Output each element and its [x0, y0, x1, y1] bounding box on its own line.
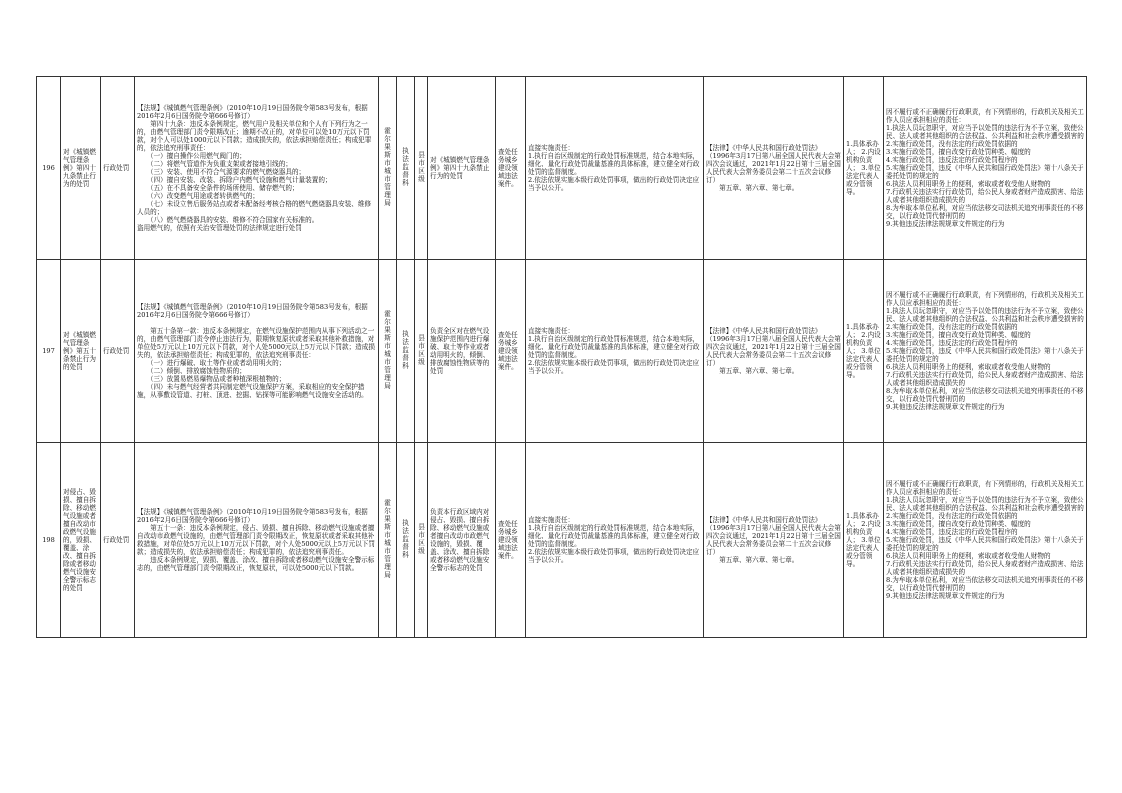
power-list-table [36, 76, 1087, 638]
responsible-dept: 执法监督科 [402, 147, 409, 187]
row-number: 198 [37, 443, 61, 638]
duty-scope: 查处任务城乡建设领域违法案件。 [496, 77, 526, 260]
implementing-org: 霍尔果斯市城市管理局 [384, 499, 391, 579]
legal-basis: 【法规】《城镇燃气管理条例》（2010年10月19日国务院令第583号发布，根据2016年2月6日国务院令第666号修订） 第五十一条：违反本条例规定，侵占、毁损、擅自拆除、移动燃气设施或者擅自改动市政燃气设施的，由燃气管理部门责令限期改正，恢复原状或者采取其他补救措施，对单位处5万元以上10万元以下罚款，对个人处5000元以上5万元以下罚款；造成损失的，依法承担赔偿责任；构成犯罪的，依法追究刑事责任。 违反本条例规定，毁损、覆盖、涂改、擅自拆除或者移动燃气设施安全警示标志的，由燃气管理部门责令限期改正，恢复原状，可以处5000元以下罚款。 [135, 443, 379, 638]
responsible-dept: 执法监督科 [402, 519, 409, 559]
item-type: 行政处罚 [101, 260, 135, 443]
item-subject: 负责全区对在燃气设施保护范围内进行爆破、取土等作业或者动用明火的，倾倒、排放腐蚀性物质等的处罚 [428, 260, 496, 443]
level: 县市区级 [418, 151, 425, 183]
duty-scope: 查处任务城乡建设领域违法案件。 [496, 443, 526, 638]
level: 县市区级 [418, 334, 425, 366]
accountability-situations: 因不履行或不正确履行行政职责，有下列情形的，行政机关及相关工作人员应承担相应的责任： 1.执法人员玩忽职守，对应当予以处罚的违法行为不予立案，致使公民、法人或者其他组织的合法权益、公共利益和社会秩序遭受损害的 2.实施行政处罚，没有法定的行政处罚依据的 3.实施行政处罚，擅自改变行政处罚种类、幅度的 4.实施行政处罚，违反法定的行政处罚程序的 5.实施行政处罚，违反《中华人民共和国行政处罚法》第十八条关于委托处罚的规定的 6.执法人员利用职务上的便利，索取或者收受他人财物的 7.行政机关违法实行行政处罚，给公民人身或者财产造成损害、给法人或者其他组织造成损失的 8.为牟取本单位私利，对应当依法移交司法机关追究刑事责任的不移交，以行政处罚代替刑罚的 9.其他违反法律法规规章文件规定的行为 [884, 260, 1087, 443]
legal-basis: 【法规】《城镇燃气管理条例》（2010年10月19日国务院令第583号发布，根据2016年2月6日国务院令第666号修订） 第五十条第一款：违反本条例规定，在燃气设施保护范围内从事下列活动之一的，由燃气管理部门责令停止违法行为，限期恢复原状或者采取其他补救措施，对单位处5万元以上10万元以下罚款，对个人处5000元以上5万元以下罚款；造成损失的，依法承担赔偿责任；构成犯罪的，依法追究刑事责任： （一）进行爆破、取土等作业或者动用明火的； （二）倾倒、排放腐蚀性物质的； （三）放置易燃易爆物品或者种植深根植物的； （四）未与燃气经营者共同制定燃气设施保护方案，采取相应的安全保护措施，从事敷设管道、打桩、顶进、挖掘、钻探等可能影响燃气设施安全活动的。 [135, 260, 379, 443]
responsibility-items: 直接实施责任： 1.执行自治区级制定的行政处罚标准规范，结合本地实际，细化、量化行政处罚裁量基准的具体标准，建立健全对行政处罚的监督制度。 2.依法依规实施本级行政处罚事项，做出的行政处罚决定应当予以公开。 [526, 260, 704, 443]
implementing-org: 霍尔果斯市城市管理局 [384, 310, 391, 390]
accountability-situations: 因不履行或不正确履行行政职责，有下列情形的，行政机关及相关工作人员应承担相应的责任： 1.执法人员玩忽职守，对应当予以处罚的违法行为不予立案，致使公民、法人或者其他组织的合法权益、公共利益和社会秩序遭受损害的 2.实施行政处罚，没有法定的行政处罚依据的 3.实施行政处罚，擅自改变行政处罚种类、幅度的 4.实施行政处罚，违反法定的行政处罚程序的 5.实施行政处罚，违反《中华人民共和国行政处罚法》第十八条关于委托处罚的规定的 6.执法人员利用职务上的便利，索取或者收受他人财物的 7.行政机关违法实行行政处罚，给公民人身或者财产造成损害、给法人或者其他组织造成损失的 8.为牟取本单位私利，对应当依法移交司法机关追究刑事责任的不移交，以行政处罚代替刑罚的 9.其他违反法律法规规章文件规定的行为 [884, 77, 1087, 260]
table-row [37, 77, 1087, 260]
item-type: 行政处罚 [101, 443, 135, 638]
item-name: 对《城镇燃气管理条例》第五十条禁止行为的处罚 [61, 260, 101, 443]
item-name: 对《城镇燃气管理条例》第四十九条禁止行为的处罚 [61, 77, 101, 260]
responsible-subjects: 1.具体承办人； 2.内设机构负责人； 3.单位法定代表人或分管领导。 [844, 77, 884, 260]
table-row [37, 260, 1087, 443]
responsibility-basis: 【法律】《中华人民共和国行政处罚法》（1996年3月17日第八届全国人民代表大会第四次会议通过，2021年1月22日第十三届全国人民代表大会常务委员会第二十五次会议修订） 第五章、第六章、第七章。 [704, 443, 844, 638]
level: 县市区级 [418, 523, 425, 555]
responsible-subjects: 1.具体承办人； 2.内设机构负责人； 3.单位法定代表人或分管领导。 [844, 443, 884, 638]
responsible-subjects: 1.具体承办人； 2.内设机构负责人； 3.单位法定代表人或分管领导。 [844, 260, 884, 443]
item-subject: 负责本行政区域内对侵占、毁损、擅自拆除、移动燃气设施或者擅自改动市政燃气设施的，毁损、覆盖、涂改、擅自拆除或者移动燃气设施安全警示标志的处罚 [428, 443, 496, 638]
duty-scope: 查处任务城乡建设领域违法案件。 [496, 260, 526, 443]
row-number: 197 [37, 260, 61, 443]
implementing-org: 霍尔果斯市城市管理局 [384, 127, 391, 207]
responsibility-items: 直接实施责任： 1.执行自治区级制定的行政处罚标准规范，结合本地实际，细化、量化行政处罚裁量基准的具体标准，建立健全对行政处罚的监督制度。 2.依法依规实施本级行政处罚事项，做出的行政处罚决定应当予以公开。 [526, 443, 704, 638]
legal-basis: 【法规】《城镇燃气管理条例》（2010年10月19日国务院令第583号发布，根据2016年2月6日国务院令第666号修订） 第四十九条：违反本条例规定，燃气用户及相关单位和个人有下列行为之一的，由燃气管理部门责令限期改正；逾期不改正的，对单位可以处10万元以下罚款，对个人可以处1000元以下罚款；造成损失的，依法承担赔偿责任；构成犯罪的，依法追究刑事责任： （一）擅自操作公用燃气阀门的； （二）将燃气管道作为负重支架或者接地引线的； （三）安装、使用不符合气源要求的燃气燃烧器具的； （四）擅自安装、改装、拆除户内燃气设施和燃气计量装置的； （五）在不具备安全条件的场所使用、储存燃气的； （六）改变燃气用途或者转供燃气的； （七）未设立售后服务站点或者未配备经考核合格的燃气燃烧器具安装、维修人员的； （八）燃气燃烧器具的安装、维修不符合国家有关标准的。 盗用燃气的，依照有关治安管理处罚的法律规定进行处罚 [135, 77, 379, 260]
responsibility-basis: 【法律】《中华人民共和国行政处罚法》（1996年3月17日第八届全国人民代表大会第四次会议通过，2021年1月22日第十三届全国人民代表大会常务委员会第二十五次会议修订） 第五章、第六章、第七章。 [704, 260, 844, 443]
accountability-situations: 因不履行或不正确履行行政职责，有下列情形的，行政机关及相关工作人员应承担相应的责任： 1.执法人员玩忽职守，对应当予以处罚的违法行为不予立案，致使公民、法人或者其他组织的合法权益、公共利益和社会秩序遭受损害的 2.实施行政处罚，没有法定的行政处罚依据的 3.实施行政处罚，擅自改变行政处罚种类、幅度的 4.实施行政处罚，违反法定的行政处罚程序的 5.实施行政处罚，违反《中华人民共和国行政处罚法》第十八条关于委托处罚的规定的 6.执法人员利用职务上的便利，索取或者收受他人财物的 7.行政机关违法实行行政处罚，给公民人身或者财产造成损害、给法人或者其他组织造成损失的 8.为牟取本单位私利，对应当依法移交司法机关追究刑事责任的不移交，以行政处罚代替刑罚的 9.其他违反法律法规规章文件规定的行为 [884, 443, 1087, 638]
row-number: 196 [37, 77, 61, 260]
item-type: 行政处罚 [101, 77, 135, 260]
responsibility-items: 直接实施责任： 1.执行自治区级制定的行政处罚标准规范，结合本地实际，细化、量化行政处罚裁量基准的具体标准，建立健全对行政处罚的监督制度。 2.依法依规实施本级行政处罚事项，做出的行政处罚决定应当予以公开。 [526, 77, 704, 260]
responsibility-basis: 【法律】《中华人民共和国行政处罚法》（1996年3月17日第八届全国人民代表大会第四次会议通过，2021年1月22日第十三届全国人民代表大会常务委员会第二十五次会议修订） 第五章、第六章、第七章。 [704, 77, 844, 260]
item-name: 对侵占、毁损、擅自拆除、移动燃气设施或者擅自改动市政燃气设施的，毁损、覆盖、涂改、擅自拆除或者移动燃气设施安全警示标志的处罚 [61, 443, 101, 638]
item-subject: 对《城镇燃气管理条例》第四十九条禁止行为的处罚 [428, 77, 496, 260]
responsible-dept: 执法监督科 [402, 330, 409, 370]
table-row [37, 443, 1087, 638]
